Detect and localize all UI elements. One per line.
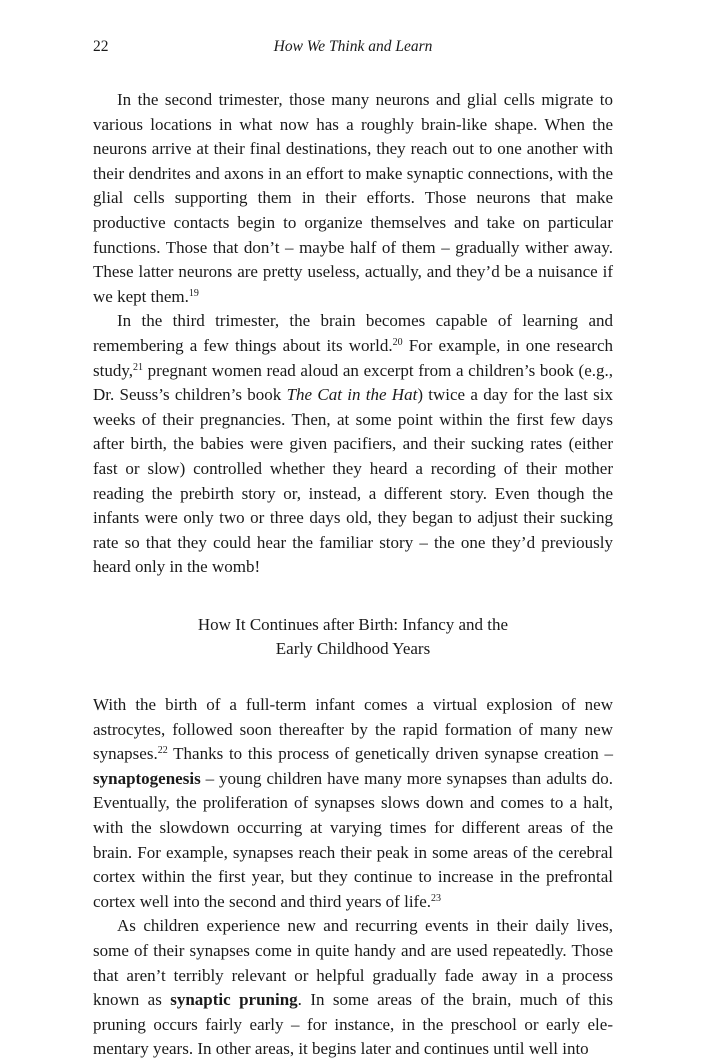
paragraph-text: – young children have many more synapses than adults do. Eventually, the proliferation of synapses slows down and comes to a halt, with the slowdown occurring at varying times for different areas of the brain. For example, synapses reach their peak in some areas of the cerebral cortex within the first year, but they continue to increase in the prefrontal cortex well into the second and third years of life. — [93, 768, 613, 911]
key-term: synaptic pruning — [170, 990, 298, 1010]
book-page — [93, 34, 613, 1062]
paragraph-text: . In some areas of the brain, much of this pruning occurs fairly early – for instance, in the preschool or early elementary years. In other areas, it begins later and continues until well into — [93, 990, 613, 1059]
section-heading — [93, 613, 613, 662]
key-term: synaptogenesis — [93, 768, 201, 788]
footnote-marker: 21 — [133, 361, 143, 373]
paragraph-text: For example, in one research study, — [93, 335, 613, 380]
book-title-italic: The Cat in the Hat — [286, 385, 418, 405]
paragraph-text: Thanks to this process of genetically driven synapse creation – — [167, 744, 613, 764]
section-heading-line: How It Continues after Birth: Infancy and the — [197, 614, 509, 634]
paragraph-text: ) twice a day for the last six weeks of their pregnancies. Then, at some point within the first few days after birth, the babies were given pacifiers, and their sucking rates (either fast or slow) controlled whether they heard a recording of their mother reading the prebirth story or, instead, a different story. Even though the infants were only two or three days old, they began to adjust their sucking rate so that they could hear the familiar story – the one they’d previously heard only in the womb! — [93, 385, 614, 577]
paragraph-pruning — [93, 914, 613, 1062]
paragraph-birth — [93, 693, 613, 914]
footnote-marker: 22 — [157, 745, 168, 757]
paragraph-text: As children experience new and recurring events in their daily lives, some of their synapses come in quite handy and are used repeatedly. Those that aren’t terribly relevant or helpful gradually fade away in a process known as — [93, 916, 613, 1010]
footnote-marker: 19 — [188, 287, 199, 299]
page-number: 22 — [93, 38, 109, 55]
paragraph-text: In the second trimester, those many neurons and glial cells migrate to various locations in what now has a roughly brain-like shape. When the neurons arrive at their final destinations, they reach out to one another with their dendrites and axons in an effort to make synaptic connections, with the glial cells supporting them in their efforts. Those neurons that make productive contacts begin to organize themselves and take on particular functions. Those that don’t – maybe half of them – gradually wither away. These latter neurons are pretty useless, actually, and they’d be a nuisance if we kept them. — [93, 90, 613, 306]
paragraph-text: pregnant women read aloud an excerpt from a children’s book (e.g., Dr. Seuss’s children’s book — [93, 360, 613, 405]
footnote-marker: 20 — [392, 336, 403, 348]
paragraph-second-trimester — [93, 88, 613, 309]
running-header — [93, 34, 613, 60]
footnote-marker: 23 — [431, 892, 441, 904]
book-title: How We Think and Learn — [273, 38, 433, 55]
section-heading-line: Early Childhood Years — [275, 639, 431, 659]
paragraph-text: With the birth of a full-term infant comes a virtual explosion of new astrocytes, followed soon thereafter by the rapid formation of many new synapses. — [93, 695, 613, 764]
body-text — [93, 88, 613, 1062]
paragraph-text: In the third trimester, the brain becomes capable of learning and remembering a few things about its world. — [93, 311, 613, 355]
paragraph-third-trimester — [93, 309, 613, 580]
